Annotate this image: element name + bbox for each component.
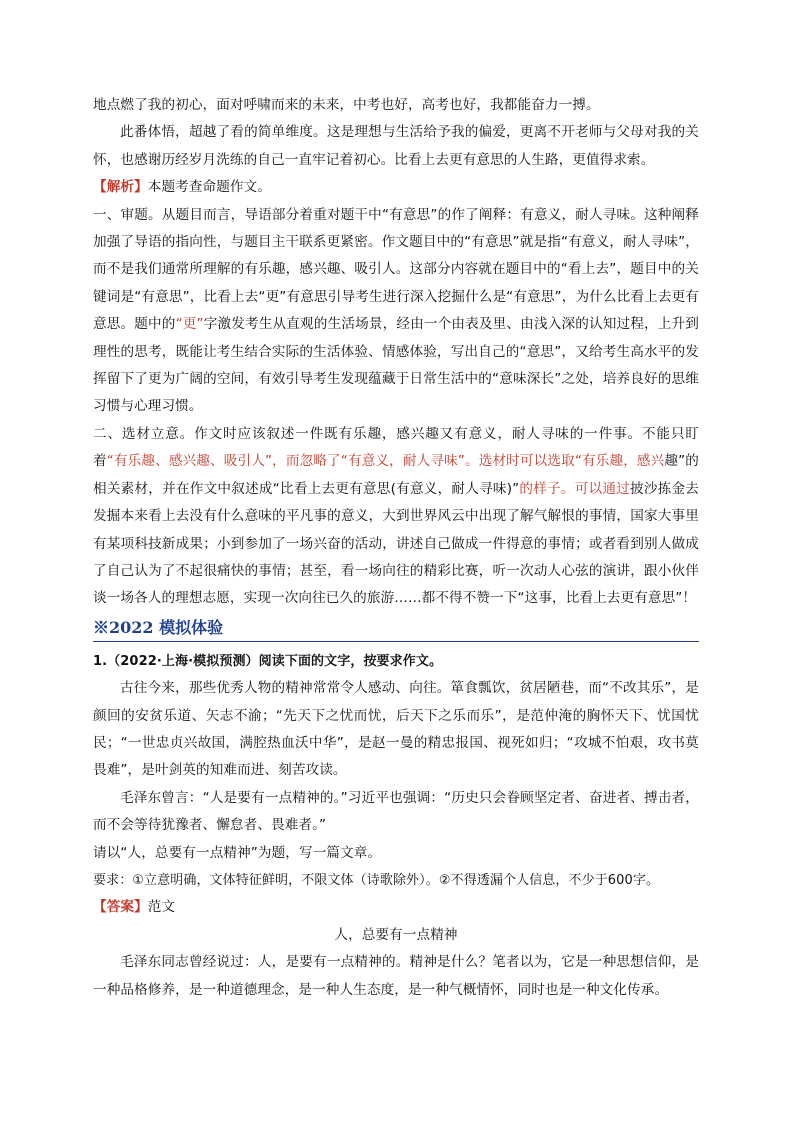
question-paragraph-1: 古往今来，那些优秀人物的精神常常令人感动、向往。箪食瓢饮，贫居陋巷，而“不改其乐”，是颜回的安贫乐道、矢志不渝；“先天下之忧而忧，后天下之乐而乐”，是范仲淹的胸怀天下、忧国忧民；“一世忠贞兴故国，满腔热血沃中华”，是赵一曼的精忠报国、视死如归；“攻城不怕艰，攻书莫畏难”，是叶剑英的知难而进、刻苦攻读。 <box>93 680 699 779</box>
question-paragraph-2: 毛泽东曾言：“人是要有一点精神的。”习近平也强调：“历史只会眷顾坚定者、奋进者、搏击者，而不会等待犹豫者、懈怠者、畏难者。” <box>93 789 699 834</box>
answer-text: 范文 <box>147 899 176 916</box>
analysis-point-1 <box>93 202 699 421</box>
question-title: 1.（2022·上海·模拟预测）阅读下面的文字，按要求作文。 <box>93 653 443 669</box>
analysis-p1-text-a: 一、审题。从题目而言，导语部分着重对题干中“有意思”的作了阐释：有意义，耐人寻味。这种阐释加强了导语的指向性，与题目主干联系更紧密。作文题目中的“有意思”就是指“有意义，耐人寻味”，而不是我们通常所理解的有乐趣，感兴趣、吸引人。这部分内容就在题目中的“看上去”，题目中的关键词是“有意思”，比看上去“更”有意思引导考生进行深入挖掘什么是“有意思”，为什么比看上去更有意思。题中的 <box>93 206 699 333</box>
question-requirements: 要求：①立意明确，文体特征鲜明，不限文体（诗歌除外）。②不得透漏个人信息，不少于600字。 <box>93 872 660 888</box>
analysis-intro <box>93 174 699 201</box>
analysis-intro-text: 本题考查命题作文。 <box>147 179 272 196</box>
analysis-p2-highlight-1: “有乐趣、感兴趣、吸引人”，而忽略了“有意义，耐人寻味”。选材时可以选取“有乐趣，感兴 <box>106 453 665 470</box>
section-heading <box>93 615 699 642</box>
paragraph-2: 此番体悟，超越了看的简单维度。这是理想与生活给予我的偏爱，更离不开老师与父母对我的关怀，也感谢历经岁月洗练的自己一直牢记着初心。比看上去更有意思的人生路，更值得求索。 <box>93 124 699 168</box>
analysis-p2-text-b: 趣”的相关素材，并在作文中叙述成“比看上去更有意思(有意义，耐人寻味)” <box>93 453 699 497</box>
essay-paragraph-1: 毛泽东同志曾经说过：人，是要有一点精神的。精神是什么？笔者以为，它是一种思想信仰，是一种品格修养，是一种道德理念，是一种人生态度，是一种气概情怀，同时也是一种文化传承。 <box>93 954 699 998</box>
analysis-p2-text-a: 二、选材立意。作文时应该叙述一件既有乐趣，感兴趣又有意义，耐人寻味的一件事。不能只盯着 <box>93 425 699 470</box>
document-content <box>93 92 699 1004</box>
analysis-p1-text-b: 字激发考生从直观的生活场景，经由一个由表及里、由浅入深的认知过程，上升到理性的思考，既能让考生结合实际的生活体验、情感体验，写出自己的“意思”，又给考生高水平的发挥留下了更为广阔的空间，有效引导考生发现蕴藏于日常生活中的“意味深长”之处，培养良好的思维习惯与心理习惯。 <box>93 316 699 415</box>
analysis-point-2 <box>93 421 699 613</box>
analysis-p2-highlight-2: 的样子。可以通过 <box>519 480 630 497</box>
analysis-p1-highlight: “更” <box>175 316 204 333</box>
answer-line <box>93 894 699 921</box>
answer-tag: 【答案】 <box>93 899 148 916</box>
essay-title: 人，总要有一点精神 <box>334 926 458 943</box>
analysis-tag: 【解析】 <box>93 179 148 196</box>
analysis-p2-text-c: 披沙拣金去发掘本来看上去没有什么意味的平凡事的意义，大到世界风云中出现了解气解恨的事情，国家大事里有某项科技新成果；小到参加了一场兴奋的活动，讲述自己做成一件得意的事情；或者看到别人做成了自己认为了不起很痛快的事情；甚至，看一场向往的精彩比赛，听一次动人心弦的演讲，跟小伙伴谈一场各人的理想志愿，实现一次向往已久的旅游……都不得不赞一下“这事，比看上去更有意思”！ <box>93 480 699 607</box>
question-paragraph-3: 请以“人，总要有一点精神”为题，写一篇文章。 <box>93 844 382 861</box>
paragraph-1: 地点燃了我的初心，面对呼啸而来的未来，中考也好，高考也好，我都能奋力一搏。 <box>93 97 600 113</box>
section-heading-text: ※2022 模拟体验 <box>93 617 224 637</box>
